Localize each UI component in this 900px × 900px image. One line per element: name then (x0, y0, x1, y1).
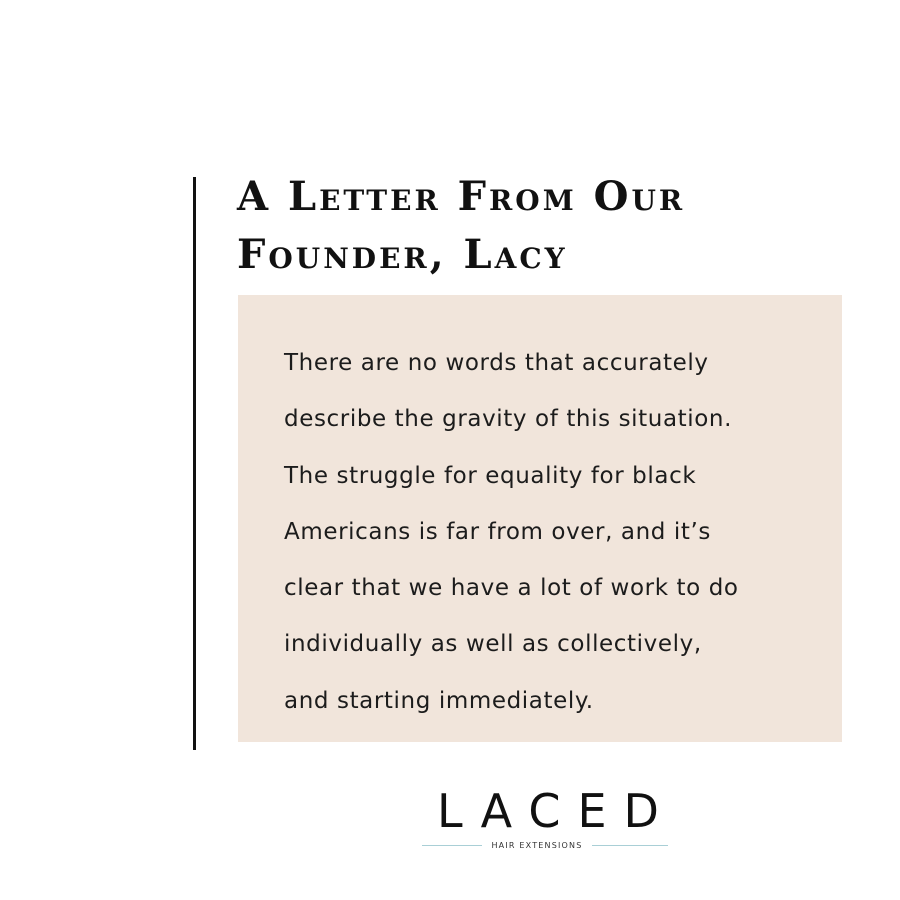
quote-line: There are no words that accurately (284, 350, 709, 376)
quote-line: The struggle for equality for black (284, 462, 697, 489)
quote-line: describe the gravity of this situation. (284, 406, 733, 433)
quote-box (238, 295, 842, 742)
title-line-2: Founder, Lacy (237, 231, 568, 278)
logo-wordmark: LACED (437, 784, 676, 838)
quote-line: clear that we have a lot of work to do (284, 575, 739, 602)
vertical-divider (193, 177, 196, 750)
quote-line: and starting immediately. (284, 687, 594, 714)
logo-tagline-row (420, 839, 670, 853)
page-title (237, 168, 797, 284)
quote-line: individually as well as collectively, (284, 631, 702, 658)
quote-text (284, 335, 824, 729)
title-line-1: A Letter From Our (237, 173, 686, 220)
logo-rule-right (592, 845, 668, 846)
brand-logo (420, 784, 676, 854)
quote-line: Americans is far from over, and it’s (284, 518, 712, 545)
logo-tagline: HAIR EXTENSIONS (491, 841, 583, 850)
logo-rule-left (422, 845, 482, 846)
